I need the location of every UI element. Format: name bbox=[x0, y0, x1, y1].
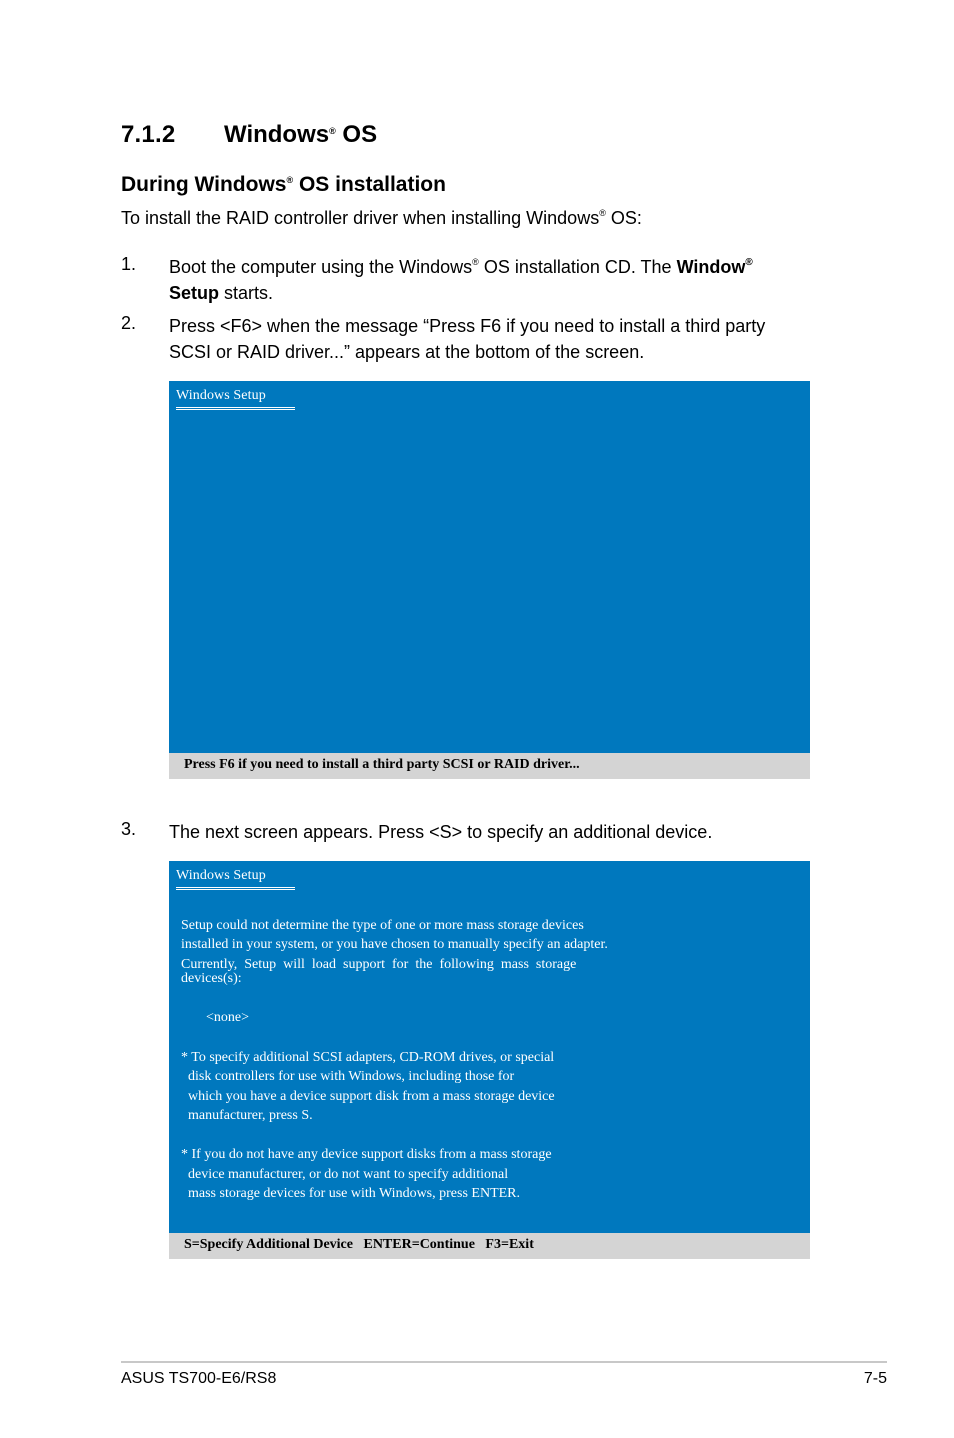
screen-line: * To specify additional SCSI adapters, CD-ROM drives, or special bbox=[181, 1050, 555, 1065]
section-number: 7.1.2 bbox=[121, 121, 176, 148]
footer-product-name: ASUS TS700-E6/RS8 bbox=[121, 1370, 277, 1387]
screen-line: installed in your system, or you have chosen to manually specify an adapter. bbox=[181, 937, 608, 952]
status-bar bbox=[169, 753, 810, 779]
step-3-text: The next screen appears. Press <S> to specify an additional device. bbox=[169, 822, 713, 842]
screen-line: Setup could not determine the type of one or more mass storage devices bbox=[181, 918, 584, 933]
screen-line: Currently, Setup will load support for the following mass storage bbox=[181, 957, 577, 972]
status-text: Press F6 if you need to install a third party SCSI or RAID driver... bbox=[184, 757, 580, 772]
status-text: S=Specify Additional Device ENTER=Continue F3=Exit bbox=[184, 1237, 534, 1252]
screen-line: devices(s): bbox=[181, 971, 242, 986]
screen-title: Windows Setup bbox=[176, 388, 266, 403]
screen-line: mass storage devices for use with Windows, press ENTER. bbox=[181, 1186, 521, 1201]
intro-text: To install the RAID controller driver when installing Windows® OS: bbox=[121, 208, 642, 228]
step-1-number: 1. bbox=[121, 254, 137, 274]
screen-line: which you have a device support disk from a mass storage device bbox=[181, 1089, 555, 1104]
status-bar bbox=[169, 1233, 810, 1259]
windows-setup-screen-2 bbox=[169, 861, 810, 1259]
screen-line: device manufacturer, or do not want to specify additional bbox=[181, 1167, 509, 1182]
title-underline bbox=[176, 887, 295, 890]
step-2-text: Press <F6> when the message “Press F6 if you need to install a third party SCSI or RAID driver...” appears at the bottom of the screen. bbox=[169, 316, 766, 362]
title-underline bbox=[176, 407, 295, 410]
subheading: During Windows® OS installation bbox=[121, 173, 446, 196]
screen-line: <none> bbox=[206, 1010, 250, 1025]
windows-setup-screen-1 bbox=[169, 381, 810, 779]
step-1-text: Boot the computer using the Windows® OS installation CD. The Window® Setup starts. bbox=[169, 257, 753, 303]
step-2-number: 2. bbox=[121, 313, 137, 333]
step-3-number: 3. bbox=[121, 819, 137, 839]
screen-line: disk controllers for use with Windows, including those for bbox=[181, 1069, 515, 1084]
section-title: Windows® OS bbox=[224, 121, 378, 148]
screen-line: * If you do not have any device support disks from a mass storage bbox=[181, 1147, 552, 1162]
screen-line: manufacturer, press S. bbox=[181, 1108, 313, 1123]
footer-page-number: 7-5 bbox=[863, 1370, 887, 1387]
footer-divider bbox=[121, 1361, 887, 1363]
screen-title: Windows Setup bbox=[176, 868, 266, 883]
